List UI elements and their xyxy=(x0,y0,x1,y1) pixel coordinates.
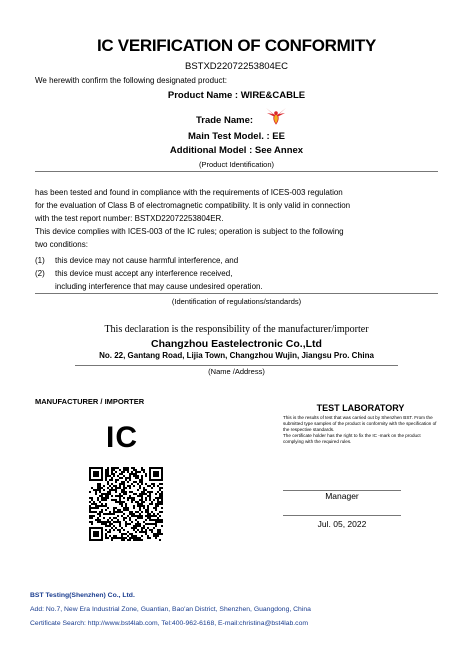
qr-code-icon xyxy=(89,467,163,541)
divider xyxy=(35,293,438,294)
certificate-title: IC VERIFICATION OF CONFORMITY xyxy=(96,36,377,55)
lab-ic-mark-statement: The certificate holder has the right to fix the IC -mark on the product complying with the required rules. xyxy=(283,433,421,444)
body-text-line: has been tested and found in compliance with the requirements of ICES-003 regulation xyxy=(35,188,343,197)
additional-model: Additional Model : See Annex xyxy=(169,145,304,156)
body-text-line: This device complies with ICES-003 of the IC rules; operation is subject to the following xyxy=(35,227,344,236)
test-laboratory-heading: TEST LABORATORY xyxy=(316,403,405,413)
lab-statement: This is the results of test that was carried out by Shenzhen BST. From the submitted type samples of the product is conformity with the specification of the respective standards. xyxy=(283,415,437,432)
issue-date: Jul. 05, 2022 xyxy=(317,519,367,529)
declaration-text: This declaration is the responsibility of the manufacturer/importer xyxy=(104,324,369,335)
certificate-number: BSTXD22072253804EC xyxy=(185,61,288,72)
manufacturer-name: Changzhou Eastelectronic Co.,Ltd xyxy=(151,338,322,350)
body-text-line: with the test report number: BSTXD22072253804ER. xyxy=(35,214,224,223)
body-text-line: two conditions: xyxy=(35,240,88,249)
trade-name-label: Trade Name: xyxy=(196,115,254,126)
footer-address: Add: No.7, New Era Industrial Zone, Guantian, Bao'an District, Shenzhen, Guangdong, China xyxy=(30,606,311,613)
trade-logo-icon xyxy=(265,105,287,127)
body-text-line: for the evaluation of Class B of electromagnetic compatibility. It is only valid in connection xyxy=(35,201,351,210)
test-laboratory-text xyxy=(283,415,438,445)
divider xyxy=(35,171,438,172)
condition-1-number: (1) xyxy=(35,256,45,265)
condition-2-number: (2) xyxy=(35,269,45,278)
ic-mark: IC xyxy=(106,421,138,454)
qr-code xyxy=(89,467,163,546)
condition-2-continued: including interference that may cause undesired operation. xyxy=(55,282,263,291)
footer-contact: Certificate Search: http://www.bst4lab.com, Tel:400-962-6168, E-mail:christina@bst4lab.com xyxy=(30,620,309,627)
divider xyxy=(75,365,398,366)
manufacturer-address: No. 22, Gantang Road, Lijia Town, Changzhou Wujin, Jiangsu Pro. China xyxy=(99,351,374,360)
regulations-label: (Identification of regulations/standards) xyxy=(171,297,302,306)
condition-1: this device may not cause harmful interference, and xyxy=(55,256,239,265)
manufacturer-importer-label: MANUFACTURER / IMPORTER xyxy=(35,397,145,406)
intro-text: We herewith confirm the following designated product: xyxy=(35,76,227,85)
product-identification-label: (Product Identification) xyxy=(198,160,275,169)
main-test-model: Main Test Model. : EE xyxy=(188,131,285,142)
name-address-label: (Name /Address) xyxy=(208,367,265,376)
product-name: Product Name : WIRE&CABLE xyxy=(167,90,306,101)
date-line xyxy=(283,515,401,516)
condition-2: this device must accept any interference received, xyxy=(55,269,233,278)
signatory-title: Manager xyxy=(325,491,359,501)
footer-company: BST Testing(Shenzhen) Co., Ltd. xyxy=(30,592,135,599)
